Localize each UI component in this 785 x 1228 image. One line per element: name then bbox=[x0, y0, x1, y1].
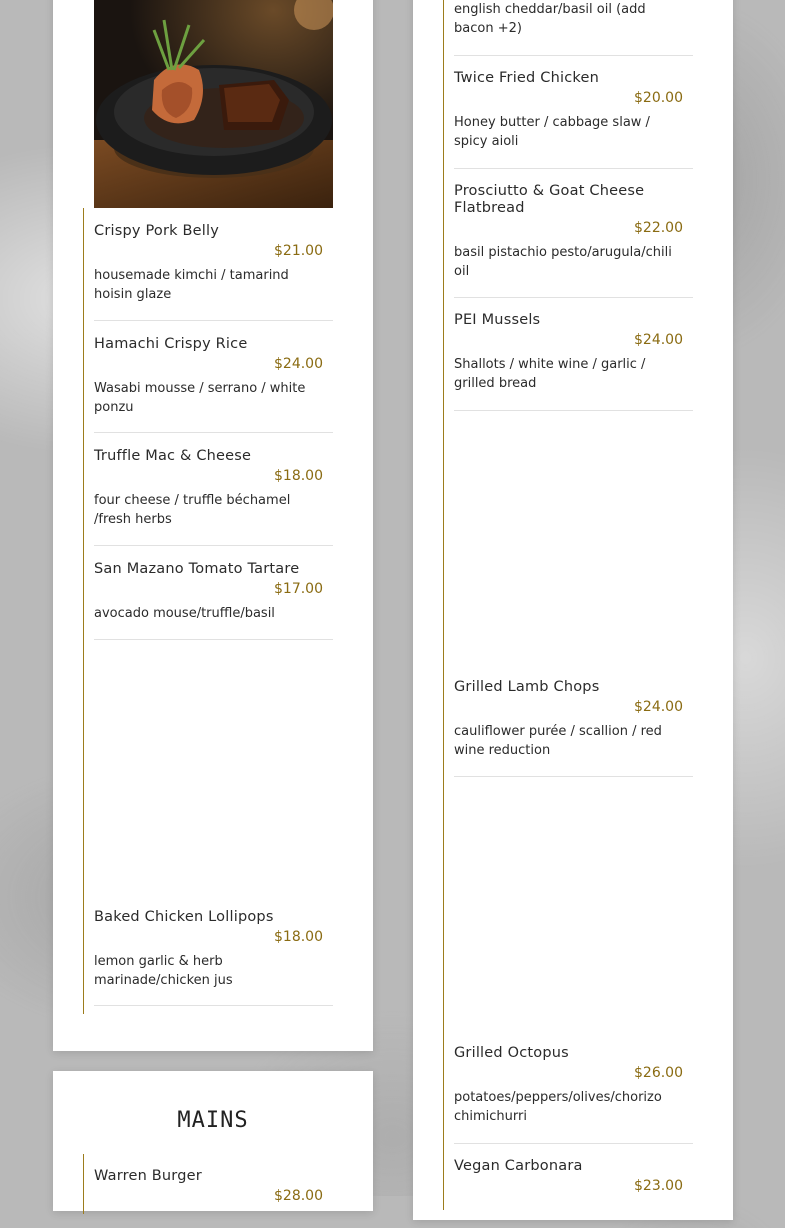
menu-item-price: $20.00 bbox=[634, 90, 683, 106]
pork-belly-photo-image bbox=[94, 0, 333, 208]
menu-item-description: cauliflower purée / scallion / red wine reduction bbox=[454, 724, 662, 758]
menu-item-name: Prosciutto & Goat Cheese Flatbread bbox=[454, 183, 645, 216]
menu-item-name: Truffle Mac & Cheese bbox=[94, 448, 252, 464]
menu-item-price: $17.00 bbox=[274, 581, 323, 597]
mains-menu-list bbox=[83, 1154, 344, 1214]
menu-item bbox=[454, 312, 693, 411]
menu-item-name: Vegan Carbonara bbox=[454, 1158, 583, 1174]
menu-item bbox=[454, 1045, 693, 1144]
menu-item-price: $22.00 bbox=[634, 220, 683, 236]
menu-item-description: Honey butter / cabbage slaw / spicy aioli bbox=[454, 115, 650, 149]
menu-item-price: $18.00 bbox=[274, 929, 323, 945]
menu-item-price: $24.00 bbox=[634, 332, 683, 348]
menu-item bbox=[94, 1168, 333, 1228]
menu-item-name: Baked Chicken Lollipops bbox=[94, 909, 274, 925]
menu-item-price: $24.00 bbox=[274, 356, 323, 372]
menu-item-price: $18.00 bbox=[274, 468, 323, 484]
menu-item bbox=[94, 909, 333, 1006]
menu-item-description: Wasabi mousse / serrano / white ponzu bbox=[94, 381, 306, 415]
menu-item-description: basil pistachio pesto/arugula/chili oil bbox=[454, 245, 672, 279]
right-menu-list bbox=[443, 0, 704, 1210]
menu-item-name: Grilled Lamb Chops bbox=[454, 679, 600, 695]
menu-item-price: $21.00 bbox=[274, 243, 323, 259]
menu-item-name: Twice Fried Chicken bbox=[454, 70, 599, 86]
menu-item-price: $23.00 bbox=[634, 1178, 683, 1194]
menu-item bbox=[454, 0, 693, 56]
menu-item-name: PEI Mussels bbox=[454, 312, 541, 328]
pork-belly-photo bbox=[94, 0, 333, 208]
menu-item-name: Hamachi Crispy Rice bbox=[94, 336, 248, 352]
menu-item bbox=[94, 448, 333, 546]
menu-item-description: potatoes/peppers/olives/chorizo chimichurri bbox=[454, 1090, 662, 1124]
menu-item bbox=[454, 183, 693, 298]
section-title-mains: MAINS bbox=[177, 1108, 249, 1133]
menu-item-description: avocado mouse/truffle/basil bbox=[94, 606, 275, 621]
menu-item bbox=[454, 1158, 693, 1208]
menu-item-description: four cheese / truffle béchamel /fresh herbs bbox=[94, 493, 291, 527]
menu-item bbox=[454, 70, 693, 169]
menu-item-name: Warren Burger bbox=[94, 1168, 202, 1184]
menu-item-description: Shallots / white wine / garlic / grilled bread bbox=[454, 357, 646, 391]
menu-item-price: $28.00 bbox=[274, 1188, 323, 1204]
menu-item-name: San Mazano Tomato Tartare bbox=[94, 561, 300, 577]
menu-item-name: Crispy Pork Belly bbox=[94, 223, 220, 239]
menu-item-price: $24.00 bbox=[634, 699, 683, 715]
menu-item bbox=[94, 561, 333, 640]
menu-item-name: Grilled Octopus bbox=[454, 1045, 569, 1061]
menu-item-price: $26.00 bbox=[634, 1065, 683, 1081]
menu-item bbox=[454, 679, 693, 777]
menu-item-description: housemade kimchi / tamarind hoisin glaze bbox=[94, 268, 289, 302]
menu-item-description: english cheddar/basil oil (add bacon +2) bbox=[454, 2, 646, 36]
menu-item bbox=[94, 223, 333, 321]
left-menu-list bbox=[83, 208, 344, 1014]
menu-item bbox=[94, 336, 333, 433]
menu-item-description: lemon garlic & herb marinade/chicken jus bbox=[94, 954, 233, 988]
